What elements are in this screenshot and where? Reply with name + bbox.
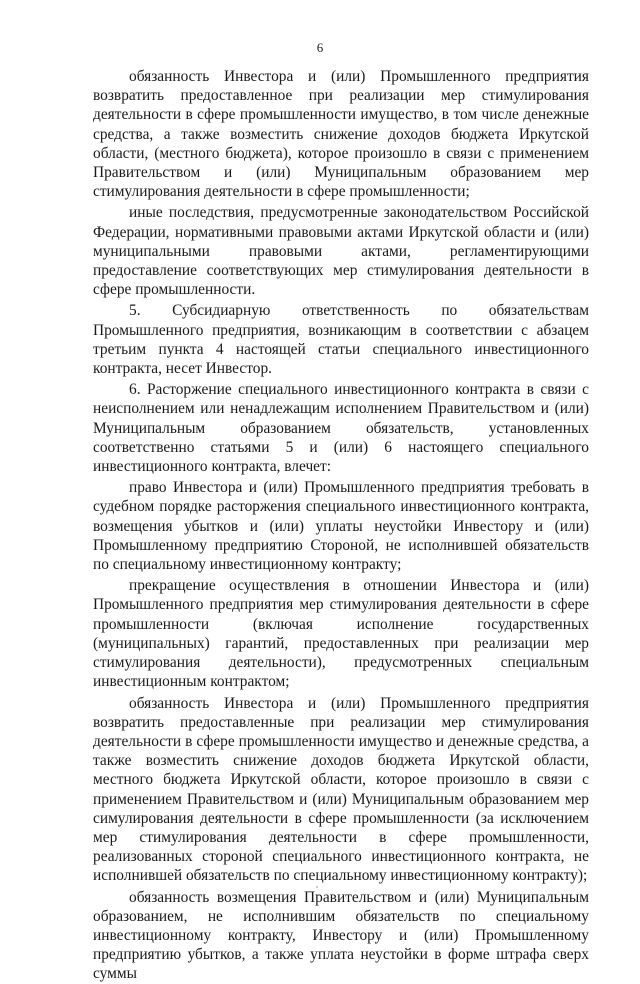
paragraph-right-to-terminate: право Инвестора и (или) Промышленного предприятия требовать в судебном порядке расторжения специального инвестиционного контракта, возмещения убытков и (или) уплаты неустойки Инвестору и (или) Промышленному предприятию Стороной, не исполнившей обязательств по специальному инвестиционному контракту; — [93, 479, 589, 574]
scan-artifact — [316, 886, 318, 888]
document-body — [93, 67, 589, 984]
paragraph-obligation-return-property: обязанность Инвестора и (или) Промышленного предприятия возвратить предоставленное при реализации мер стимулирования деятельности в сфере промышленности имущество, в том числе денежные средства, а также возместить снижение доходов бюджета Иркутской области, (местного бюджета), которое произошло в связи с применением Правительством и (или) Муниципальным образованием мер стимулирования деятельности в сфере промышленности; — [93, 68, 589, 201]
paragraph-obligation-return-funds: обязанность Инвестора и (или) Промышленного предприятия возвратить предоставленные при реализации мер стимулирования деятельности в сфере промышленности имущество и денежные средства, а также возместить снижение доходов бюджета Иркутской области, местного бюджета Иркутской области, которое произошло в связи с применением Правительством и (или) Муниципальным образованием мер симулирования деятельности в сфере промышленности (за исключением мер стимулирования деятельности в сфере промышленности, реализованных стороной специального инвестиционного контракта, не исполнившей обязательств по специальному инвестиционному контракту); — [93, 694, 589, 885]
paragraph-termination-of-measures: прекращение осуществления в отношении Инвестора и (или) Промышленного предприятия мер стимулирования деятельности в сфере промышленности (включая исполнение государственных (муниципальных) гарантий, предоставленных при реализации мер стимулирования деятельности), предусмотренных специальным инвестиционным контрактом; — [93, 577, 589, 691]
paragraph-obligation-compensation: обязанность возмещения Правительством и (или) Муниципальным образованием, не исполнившим обязательств по специальному инвестиционному контракту, Инвестору и (или) Промышленному предприятию убытков, а также уплата неустойки в форме штрафа сверх суммы — [93, 888, 589, 983]
paragraph-other-consequences: иные последствия, предусмотренные законодательством Российской Федерации, нормативными правовыми актами Иркутской области и (или) муниципальными правовыми актами, регламентирующими предоставление соответствующих мер стимулирования деятельности в сфере промышленности. — [93, 204, 589, 299]
paragraph-clause-6: 6. Расторжение специального инвестиционного контракта в связи с неисполнением или ненадлежащим исполнением Правительством и (или) Муниципальным образованием обязательств, установленных соответственно статьями 5 и (или) 6 настоящего специального инвестиционного контракта, влечет: — [93, 381, 589, 476]
page-number: 6 — [316, 40, 324, 55]
paragraph-clause-5: 5. Субсидиарную ответственность по обязательствам Промышленного предприятия, возникающим в соответствии с абзацем третьим пункта 4 настоящей статьи специального инвестиционного контракта, несет Инвестор. — [93, 302, 589, 378]
